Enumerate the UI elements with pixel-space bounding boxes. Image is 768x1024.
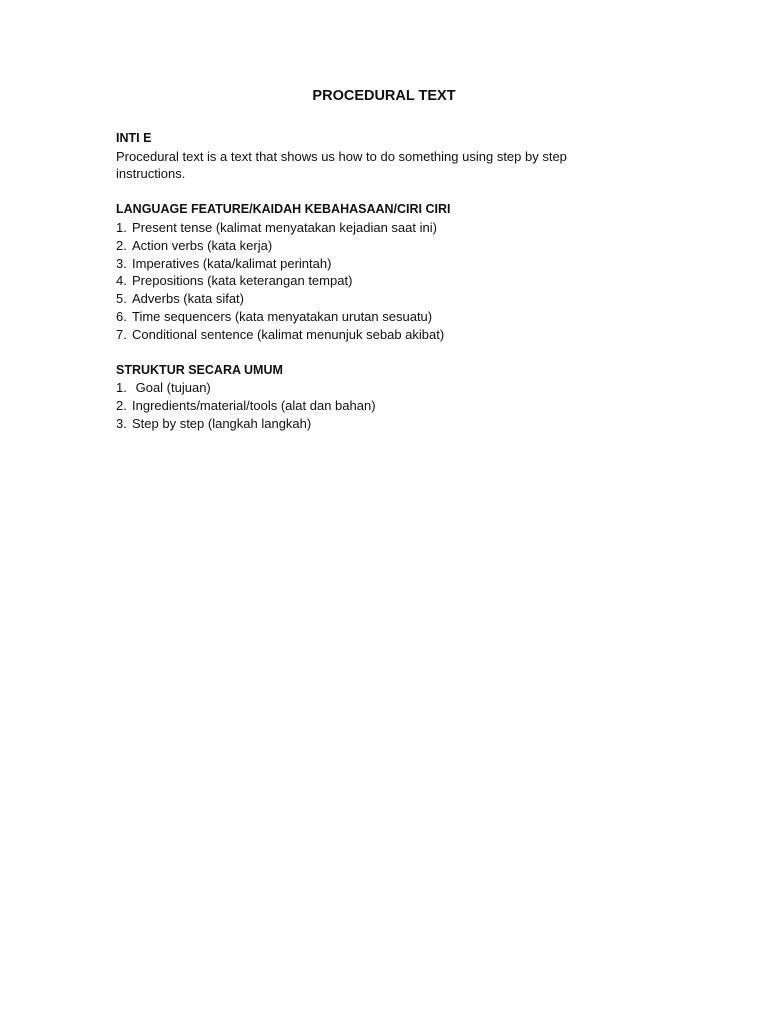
list-item-text: Present tense (kalimat menyatakan kejadian saat ini) [132,219,437,235]
intro-heading: INTI E [116,130,152,145]
list-item-number: 3. [116,415,127,431]
list-item [116,397,636,415]
language-features-list [116,219,636,344]
list-item-text: Action verbs (kata kerja) [132,237,273,253]
list-item-number: 1. [116,219,127,235]
list-item-text: Time sequencers (kata menyatakan urutan sesuatu) [132,308,433,324]
list-item-text: Imperatives (kata/kalimat perintah) [132,255,332,271]
list-item [116,237,636,255]
list-item-text: Prepositions (kata keterangan tempat) [132,273,353,289]
intro-paragraph: Procedural text is a text that shows us how to do something using step by step instructions. [116,148,567,182]
list-item-number: 1. [116,380,127,396]
document-page [116,88,636,451]
list-item [116,219,636,237]
language-features-heading: LANGUAGE FEATURE/KAIDAH KEBAHASAAN/CIRI CIRI [116,202,451,217]
list-item-text: Goal (tujuan) [132,380,211,396]
structure-list [116,379,636,432]
list-item-text: Step by step (langkah langkah) [132,415,312,431]
structure-heading: STRUKTUR SECARA UMUM [116,362,283,377]
list-item-number: 5. [116,291,127,307]
list-item [116,272,636,290]
list-item [116,255,636,273]
list-item [116,290,636,308]
list-item [116,415,636,433]
list-item [116,308,636,326]
list-item-number: 6. [116,308,127,324]
list-item-text: Ingredients/material/tools (alat dan bahan) [132,398,376,414]
list-item-number: 4. [116,273,127,289]
list-item-text: Conditional sentence (kalimat menunjuk sebab akibat) [132,326,445,342]
list-item-number: 2. [116,237,127,253]
list-item-number: 7. [116,326,127,342]
list-item-number: 3. [116,255,127,271]
list-item-number: 2. [116,398,127,414]
list-item-text: Adverbs (kata sifat) [132,291,244,307]
list-item [116,326,636,344]
list-item [116,379,636,397]
document-title: PROCEDURAL TEXT [312,88,456,104]
